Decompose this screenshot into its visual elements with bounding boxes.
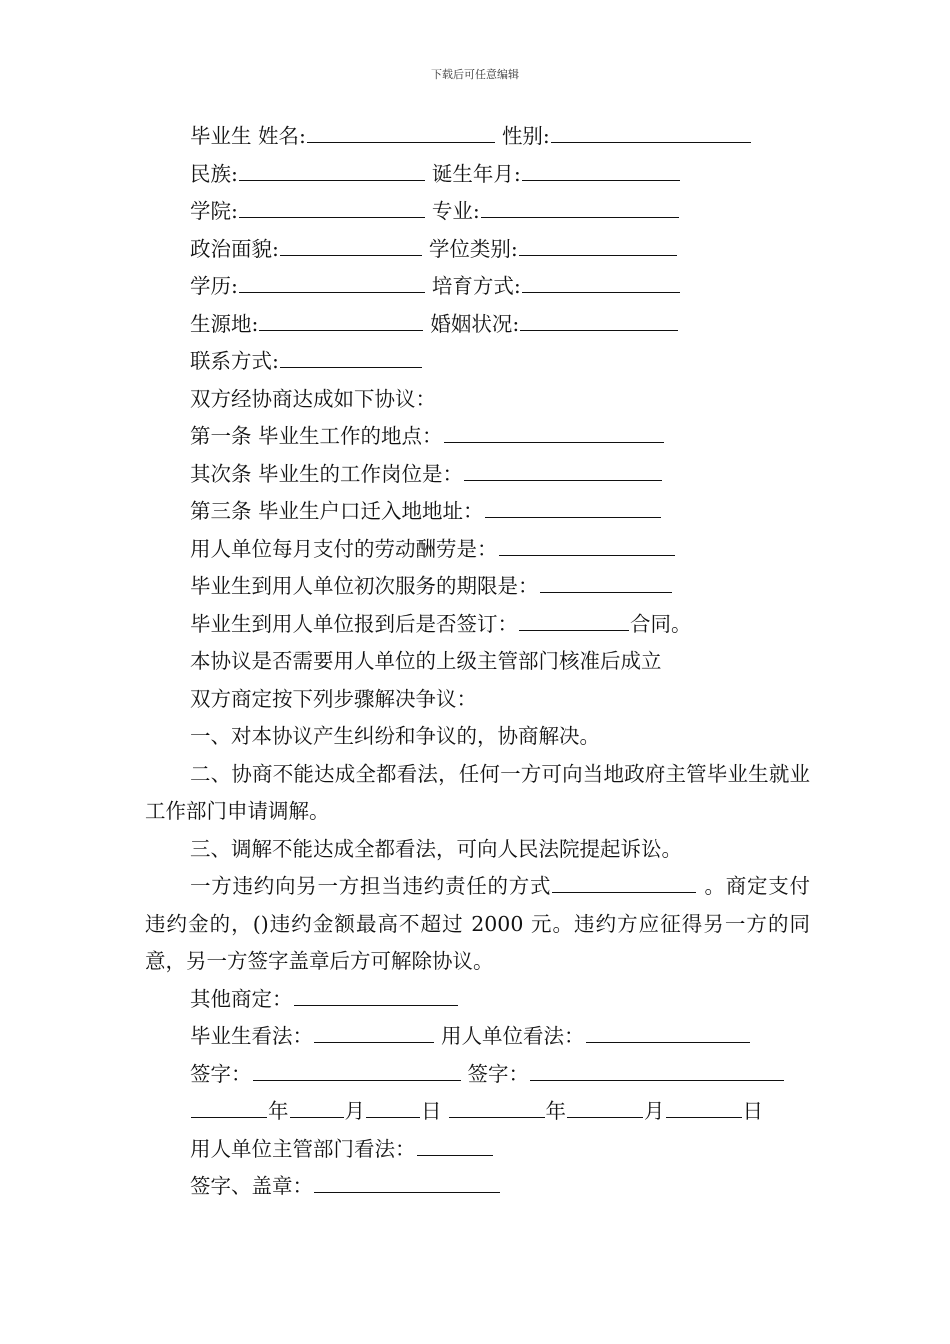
- ethnicity-field[interactable]: [239, 160, 425, 181]
- work-location-field[interactable]: [444, 422, 664, 443]
- dept-opinion-label: 用人单位主管部门看法：: [190, 1136, 416, 1161]
- dispute-intro: 双方商定按下列步骤解决争议：: [190, 686, 477, 711]
- grad-month-field[interactable]: [290, 1097, 344, 1118]
- other-field[interactable]: [294, 985, 458, 1006]
- opinion-line: [145, 1018, 810, 1056]
- employer-year-field[interactable]: [449, 1097, 545, 1118]
- other-line: [145, 981, 810, 1019]
- employer-day-label: 日: [742, 1099, 763, 1123]
- contract-label: 毕业生到用人单位报到后是否签订：: [190, 611, 518, 636]
- salary-line: [145, 531, 810, 569]
- grad-day-label: 日: [421, 1099, 442, 1123]
- grad-sign-field[interactable]: [253, 1060, 461, 1081]
- breach-paragraph: [145, 868, 810, 981]
- training-label: 培育方式:: [431, 274, 521, 298]
- dispute-step-3: 三、调解不能达成全都看法，可向人民法院提起诉讼。: [190, 836, 682, 861]
- period-label: 毕业生到用人单位初次服务的期限是：: [190, 574, 539, 598]
- origin-field[interactable]: [259, 310, 423, 331]
- political-field[interactable]: [280, 235, 422, 256]
- row-ethnicity-birth: [145, 156, 810, 194]
- other-label: 其他商定：: [190, 986, 293, 1011]
- article-2-label: 其次条 毕业生的工作岗位是：: [190, 461, 464, 486]
- grad-month-label: 月: [344, 1099, 365, 1123]
- dept-opinion-field[interactable]: [417, 1135, 493, 1156]
- origin-label: 生源地:: [190, 311, 259, 336]
- grad-opinion-field[interactable]: [314, 1022, 434, 1043]
- sign-seal-field[interactable]: [314, 1172, 500, 1193]
- article-2: [145, 456, 810, 494]
- college-field[interactable]: [239, 197, 425, 218]
- gender-label: 性别:: [501, 124, 550, 148]
- degree-field[interactable]: [519, 235, 677, 256]
- employer-opinion-field[interactable]: [586, 1022, 750, 1043]
- grad-sign-label: 签字：: [190, 1061, 252, 1086]
- breach-text-a: 一方违约向另一方担当违约责任的方式: [190, 874, 552, 898]
- row-contact: [145, 343, 810, 381]
- sign-seal-label: 签字、盖章：: [190, 1174, 313, 1198]
- employer-opinion-label: 用人单位看法：: [441, 1024, 585, 1048]
- grad-day-field[interactable]: [366, 1097, 420, 1118]
- contact-label: 联系方式:: [190, 349, 279, 373]
- grad-year-field[interactable]: [191, 1097, 267, 1118]
- contract-field[interactable]: [519, 610, 629, 631]
- political-label: 政治面貌:: [190, 236, 279, 261]
- employer-sign-field[interactable]: [530, 1060, 784, 1081]
- major-label: 专业:: [431, 199, 480, 223]
- contact-field[interactable]: [280, 347, 422, 368]
- row-origin-marital: [145, 306, 810, 344]
- dept-opinion-line: [145, 1131, 810, 1169]
- contract-line: [145, 606, 810, 644]
- row-education-training: [145, 268, 810, 306]
- article-1-label: 第一条 毕业生工作的地点：: [190, 424, 443, 448]
- salary-field[interactable]: [499, 535, 675, 556]
- dept-seal-line: [145, 1168, 810, 1206]
- name-field[interactable]: [307, 122, 495, 143]
- employer-sign-label: 签字：: [467, 1061, 529, 1086]
- education-label: 学历:: [190, 274, 238, 298]
- article-3-label: 第三条 毕业生户口迁入地地址：: [190, 499, 484, 523]
- article-1: [145, 418, 810, 456]
- major-field[interactable]: [481, 197, 679, 218]
- work-position-field[interactable]: [464, 460, 662, 481]
- grad-opinion-label: 毕业生看法：: [190, 1024, 313, 1048]
- employer-year-label: 年: [545, 1099, 566, 1123]
- row-political-degree: [145, 231, 810, 269]
- row-college-major: [145, 193, 810, 231]
- contract-suffix: 合同。: [630, 611, 692, 636]
- breach-method-field[interactable]: [552, 872, 696, 893]
- employer-month-field[interactable]: [567, 1097, 643, 1118]
- period-line: [145, 568, 810, 606]
- agreement-body: [145, 118, 810, 1206]
- date-line: [145, 1093, 810, 1131]
- dispute-step-1: 一、对本协议产生纠纷和争议的，协商解决。: [190, 724, 600, 748]
- college-label: 学院:: [190, 199, 238, 223]
- salary-label: 用人单位每月支付的劳动酬劳是：: [190, 536, 498, 561]
- dispute-step-2: 二、协商不能达成全都看法，任何一方可向当地政府主管毕业生就业工作部门申请调解。: [145, 761, 810, 823]
- ethnicity-label: 民族:: [190, 161, 238, 186]
- birth-field[interactable]: [522, 160, 680, 181]
- page-header: 下载后可任意编辑: [431, 68, 519, 81]
- period-field[interactable]: [540, 572, 672, 593]
- marital-field[interactable]: [520, 310, 678, 331]
- article-3: [145, 493, 810, 531]
- education-field[interactable]: [239, 272, 425, 293]
- training-field[interactable]: [522, 272, 680, 293]
- marital-label: 婚姻状况:: [430, 311, 520, 336]
- degree-label: 学位类别:: [428, 236, 518, 261]
- row-name-gender: [145, 118, 810, 156]
- gender-field[interactable]: [551, 122, 751, 143]
- agreement-intro: 双方经协商达成如下协议：: [190, 386, 436, 411]
- birth-label: 诞生年月:: [431, 161, 521, 186]
- name-label: 毕业生 姓名:: [190, 124, 306, 148]
- household-address-field[interactable]: [485, 497, 661, 518]
- employer-day-field[interactable]: [666, 1097, 742, 1118]
- approval-line: 本协议是否需要用人单位的上级主管部门核准后成立: [190, 649, 662, 673]
- grad-year-label: 年: [268, 1099, 289, 1123]
- breach-text-b: 。商定支付违约金的，()违约金额最高不超过 2000 元。违约方应征得另一方的同意，另一方签字盖章后方可解除协议。: [145, 874, 810, 973]
- employer-month-label: 月: [644, 1099, 665, 1123]
- sign-line: [145, 1056, 810, 1094]
